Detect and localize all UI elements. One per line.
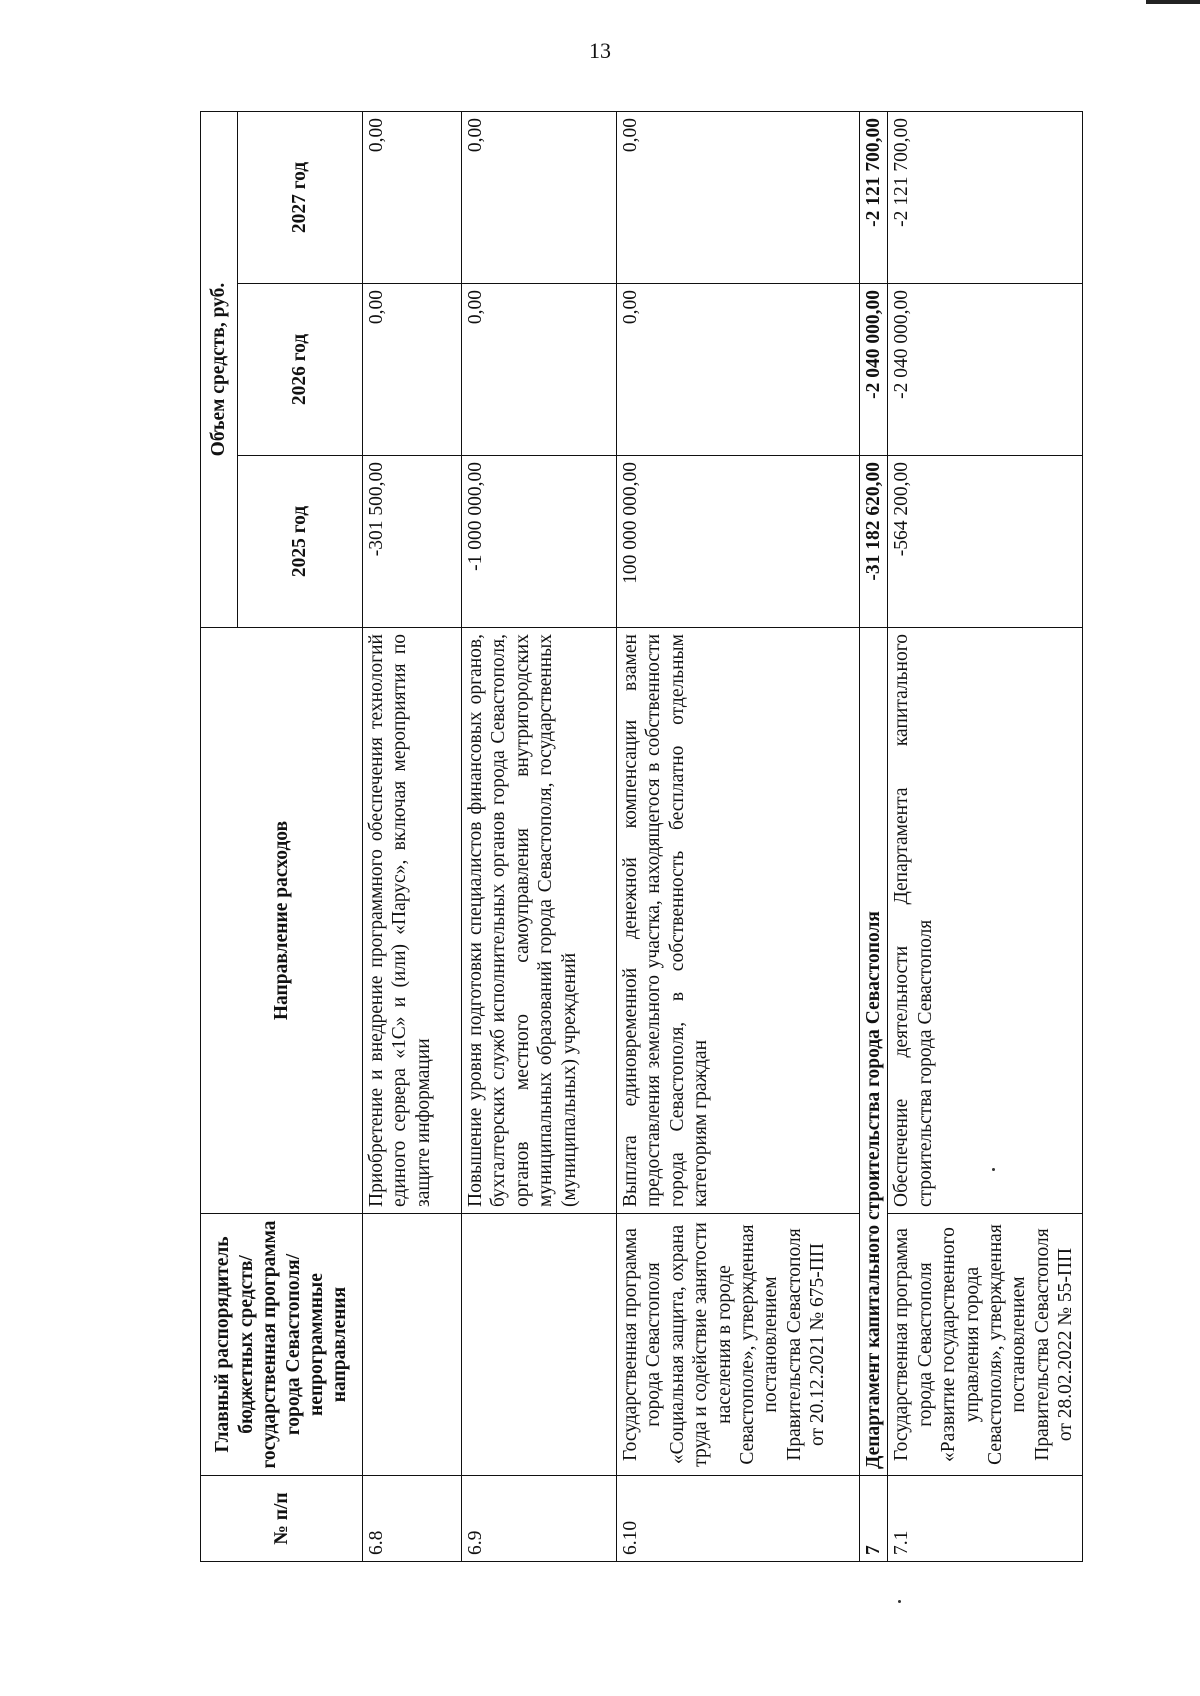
row-value-2026: 0,00 [617, 284, 860, 456]
row-value-2025: -564 200,00 [888, 456, 1083, 628]
row-direction: Повышение уровня подготовки специалистов финансовых органов, бухгалтерских служб исполнительных органов города Севастополя, органов местного самоуправления внутригородских муниципальных образований города Севастополя, государственных (муниципальных) учреждений [462, 628, 617, 1214]
row-value-2026: 0,00 [363, 284, 462, 456]
row-value-2027: 0,00 [462, 112, 617, 284]
row-direction: Приобретение и внедрение программного обеспечения технологий единого сервера «1С» и (или) «Парус», включая мероприятия по защите информации [363, 628, 462, 1214]
table-row [617, 112, 860, 1562]
row-value-2027: -2 121 700,00 [888, 112, 1083, 284]
department-number: 7 [860, 1476, 888, 1562]
row-value-2025: -1 000 000,00 [462, 456, 617, 628]
row-grbs [363, 1214, 462, 1476]
header-direction: Направление расходов [201, 628, 363, 1214]
row-direction: Выплата единовременной денежной компенсации взамен предоставления земельного участка, находящегося в собственности города Севастополя, в собственность бесплатно отдельным категориям граждан [617, 628, 860, 1214]
header-volume-group: Объем средств, руб. [201, 112, 238, 628]
row-number: 6.10 [617, 1476, 860, 1562]
department-total-2026: -2 040 000,00 [860, 284, 888, 456]
department-total-2025: -31 182 620,00 [860, 456, 888, 628]
row-value-2026: -2 040 000,00 [888, 284, 1083, 456]
budget-table [200, 111, 1083, 1562]
table-row [462, 112, 617, 1562]
department-total-row [860, 112, 888, 1562]
row-value-2027: 0,00 [617, 112, 860, 284]
department-total-2027: -2 121 700,00 [860, 112, 888, 284]
rotated-table-container [200, 112, 1120, 1562]
row-value-2025: 100 000 000,00 [617, 456, 860, 628]
row-direction: Обеспечение деятельности Департамента капитального строительства города Севастополя [888, 628, 1083, 1214]
scan-speck [898, 1600, 901, 1603]
header-year-2026: 2026 год [238, 284, 363, 456]
header-year-2027: 2027 год [238, 112, 363, 284]
row-value-2026: 0,00 [462, 284, 617, 456]
row-number: 6.8 [363, 1476, 462, 1562]
row-grbs: Государственная программа города Севастополя «Развитие государственного управления города Севастополя», утвержденная постановлением Правительства Севастополя от 28.02.2022 № 55-ПП [888, 1214, 1083, 1476]
row-grbs [462, 1214, 617, 1476]
header-row-top [201, 112, 238, 1562]
header-year-2025: 2025 год [238, 456, 363, 628]
header-grbs: Главный распорядитель бюджетных средств/государственная программа города Севастополя/непрограммные направления [201, 1214, 363, 1476]
row-grbs: Государственная программа города Севастополя «Социальная защита, охрана труда и содействие занятости населения в городе Севастополе», утвержденная постановлением Правительства Севастополя от 20.12.2021 № 675-ПП [617, 1214, 860, 1476]
table-row [888, 112, 1083, 1562]
page-number: 13 [589, 38, 611, 63]
row-number: 6.9 [462, 1476, 617, 1562]
row-value-2025: -301 500,00 [363, 456, 462, 628]
row-value-2027: 0,00 [363, 112, 462, 284]
table-row [363, 112, 462, 1562]
scan-corner-mark [1146, 0, 1200, 4]
department-name: Департамент капитального строительства города Севастополя [860, 628, 888, 1476]
header-num: № п/п [201, 1476, 363, 1562]
row-number: 7.1 [888, 1476, 1083, 1562]
